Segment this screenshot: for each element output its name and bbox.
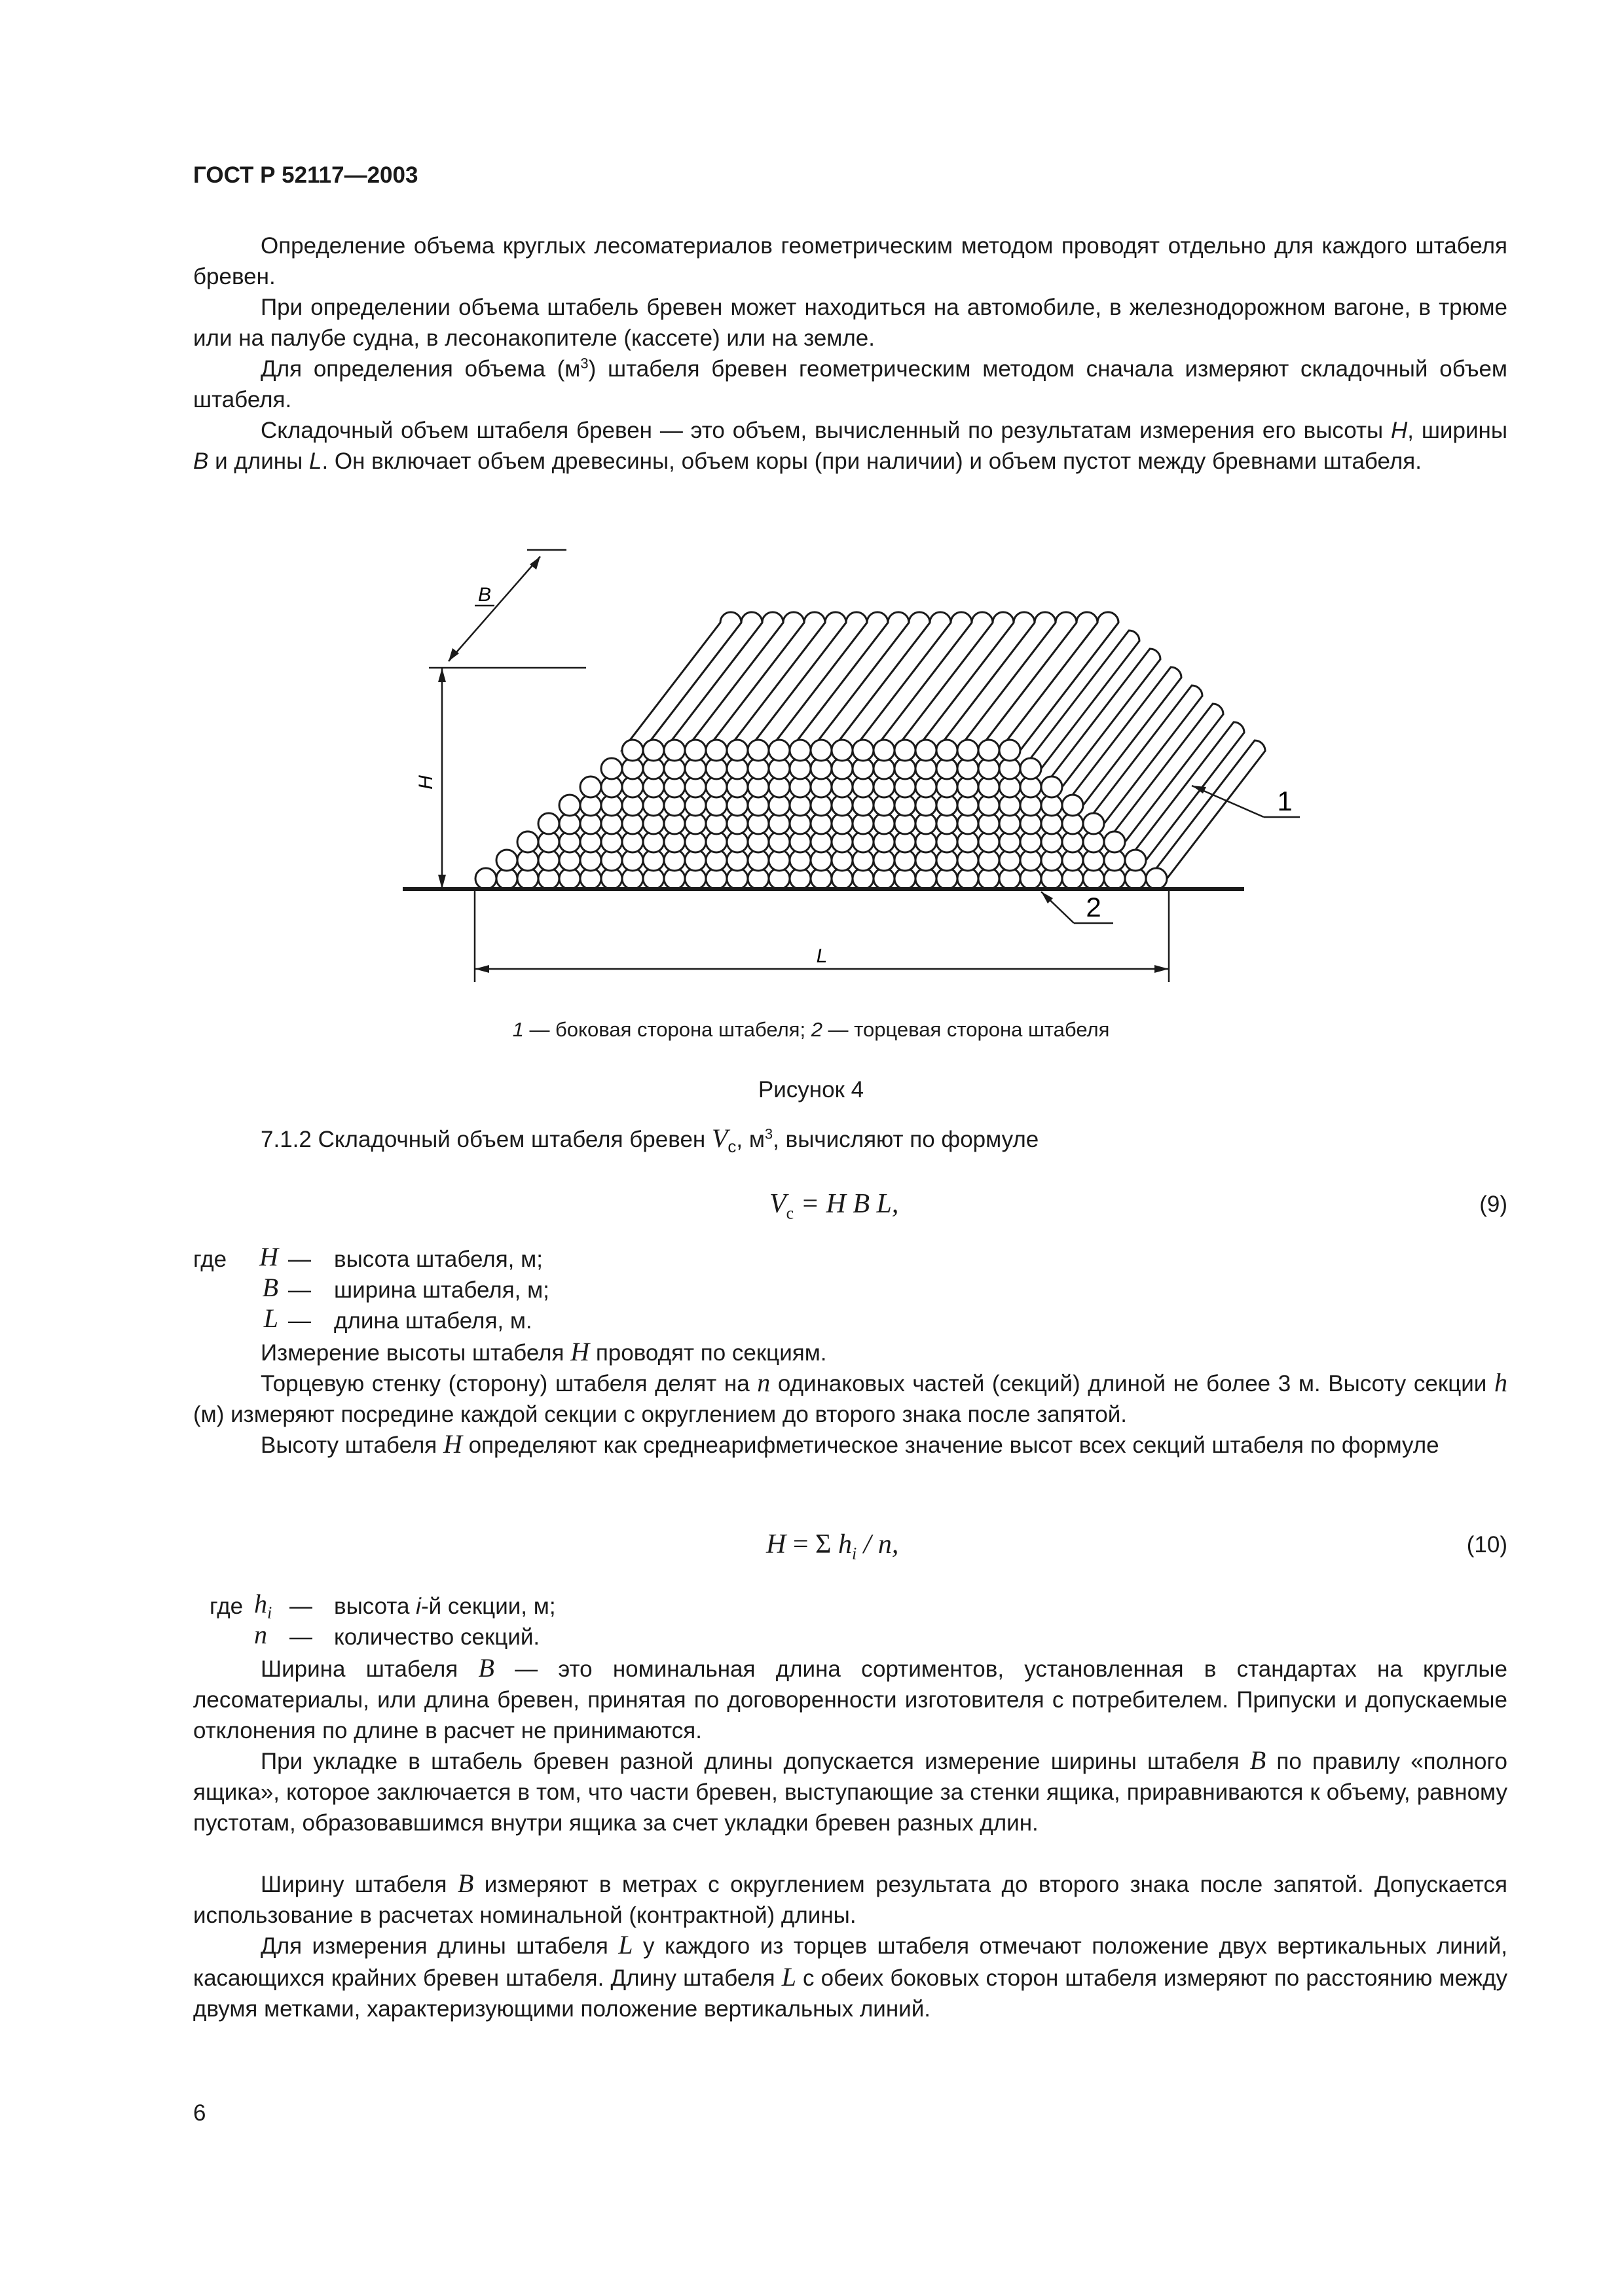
log-end [496,850,517,871]
paragraph: Складочный объем штабеля бревен — это объем, вычисленный по результатам измерения его высоты H, ширины B и длины L. Он включает объем древесины, объем коры (при наличии) и объем пустот между бревнами штабеля. [193,418,1507,474]
log-end [685,740,706,761]
equation-number-9: (9) [1479,1192,1507,1217]
paragraph: Высоту штабеля H определяют как среднеарифметическое значение высот всех секций штабеля по формуле [261,1429,1439,1459]
log-end [1041,776,1062,797]
log-end [727,740,748,761]
log-end [748,740,769,761]
callout-1: 1 [1277,786,1293,816]
dimension-b-line [449,556,540,661]
label-h: H [415,775,437,790]
log-end [664,740,685,761]
log-end [1083,813,1104,834]
log-end [622,740,643,761]
document-header: ГОСТ Р 52117—2003 [193,162,418,188]
formula-10: H = Σ $h_i$ / n, [766,1529,899,1563]
log-end [1125,850,1146,871]
label-b: B [477,584,492,606]
log-end [915,740,936,761]
paragraph: Для определения объема $(м^3)$ штабеля бревен геометрическим методом сначала измеряют складочный объем штабеля. [193,355,1507,412]
figure-caption: 1 — боковая сторона штабеля; 2 — торцевая сторона штабеля [512,1018,1110,1041]
paragraph: Ширина штабеля B — это номинальная длина сортиментов, установленная в стандартах на круглые лесоматериалы, или длина бревен, принятая по договоренности изготовителя с потребителем. Припуски и допускаемые отклонения по длине в расчет не принимаются. [193,1653,1507,1743]
page-number: 6 [193,2100,206,2126]
figure-title: Рисунок 4 [758,1077,864,1102]
log-end [643,740,664,761]
log-end [601,758,622,779]
log-end [874,740,894,761]
log-end [706,740,727,761]
log-end [1062,795,1083,816]
callout-2: 2 [1086,892,1101,922]
log-end [580,776,601,797]
log-end [999,740,1020,761]
paragraph: Торцевую стенку (сторону) штабеля делят на n одинаковых частей (секций) длиной не более 3 м. Высоту секции h (м) измеряют посредине каждой секции с округлением до второго знака после запятой. [193,1368,1507,1427]
log-end [832,740,853,761]
paragraph: Определение объема круглых лесоматериалов геометрическим методом проводят отдельно для каждого штабеля бревен. [193,233,1507,289]
label-l: L [816,945,828,967]
equation-number-10: (10) [1466,1532,1507,1558]
log-end [769,740,790,761]
paragraph: Ширину штабеля B измеряют в метрах с округлением результата до второго знака после запятой. Допускается использование в расчетах номинальной (контрактной) длины. [193,1868,1507,1928]
log-end [811,740,832,761]
log-end [517,831,538,852]
paragraph: При определении объема штабель бревен может находиться на автомобиле, в железнодорожном вагоне, в трюме или на палубе судна, в лесонакопителе (кассете) или на земле. [193,295,1507,351]
log-end [538,813,559,834]
log-end [1020,758,1041,779]
log-end [559,795,580,816]
log-end [936,740,957,761]
log-end [853,740,874,761]
log-end [957,740,978,761]
where-list-9: где H — высота штабеля, м; B — ширина штабеля, м; L — длина штабеля, м. [193,1242,549,1334]
log-end [790,740,811,761]
log-stack-figure [386,530,1303,989]
log-end [475,868,496,889]
where-list-10: где $h_i$ — высота i-й секции, м; n — количество секций. [210,1589,556,1650]
log-end [978,740,999,761]
paragraph: Для измерения длины штабеля L у каждого из торцев штабеля отмечают положение двух вертикальных линий, касающихся крайних бревен штабеля. Длину штабеля L с обеих боковых сторон штабеля измеряют по расстоянию между двумя метками, характеризующими положение вертикальных линий. [193,1930,1507,2022]
log-end [894,740,915,761]
log-end [1146,868,1167,889]
paragraph: При укладке в штабель бревен разной длины допускается измерение ширины штабеля B по правилу «полного ящика», которое заключается в том, что части бревен, выступающие за стенки ящика, приравниваются к объему, равному пустотам, образовавшимся внутри ящика за счет укладки бревен разных длин. [193,1745,1507,1836]
section-7-1-2: 7.1.2 Складочный объем штабеля бревен $V_с$, $м^3$, вычисляют по формуле [261,1123,1039,1156]
formula-9: $V_с = H$ B L, [769,1189,899,1223]
paragraph: Измерение высоты штабеля H проводят по секциям. [261,1337,827,1366]
log-end [1104,831,1125,852]
